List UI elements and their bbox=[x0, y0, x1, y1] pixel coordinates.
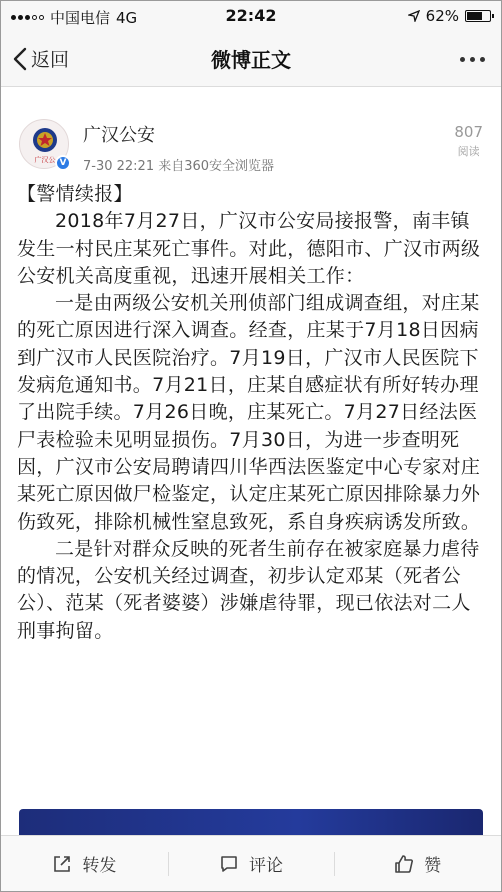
read-count-label: 阅读 bbox=[457, 145, 480, 158]
comment-icon bbox=[219, 854, 239, 874]
read-count bbox=[454, 123, 483, 159]
post-card bbox=[1, 105, 501, 835]
attached-image-preview[interactable] bbox=[19, 809, 483, 835]
network-type: 4G bbox=[116, 8, 138, 27]
post-paragraph: 二是针对群众反映的死者生前存在被家庭暴力虐待的情况，公安机关经过调查，初步认定邓某（死者公公）、范某（死者婆婆）涉嫌虐待罪，现已依法对二人刑事拘留。 bbox=[17, 537, 480, 642]
like-button[interactable] bbox=[334, 836, 501, 891]
comment-label: 评论 bbox=[249, 856, 283, 876]
status-right bbox=[408, 7, 491, 25]
status-time: 22:42 bbox=[225, 6, 277, 25]
battery-fill bbox=[467, 12, 482, 20]
back-label: 返回 bbox=[31, 49, 70, 71]
verified-badge: V bbox=[55, 155, 71, 171]
post-paragraph: 一是由两级公安机关刑侦部门组成调查组，对庄某的死亡原因进行深入调查。经查，庄某于7月18日因病到广汉市人民医院治疗。7月19日，广汉市人民医院下发病危通知书。7月21日，庄某自感症状有所好转办理了出院手续。7月26日晚，庄某死亡。7月27日经法医尸表检验未见明显损伤。7月30日，为进一步查明死因，广汉市公安局聘请四川华西法医鉴定中心专家对庄某死亡原因做尸检鉴定，认定庄某死亡原因排除暴力外伤致死，排除机械性窒息致死，系自身疾病诱发所致。 bbox=[17, 292, 481, 533]
carrier-name: 中国电信 bbox=[50, 9, 111, 27]
post-paragraph-heading: 【警情续报】 bbox=[17, 183, 133, 205]
repost-button[interactable] bbox=[1, 836, 168, 891]
read-count-number: 807 bbox=[454, 123, 483, 141]
repost-label: 转发 bbox=[82, 856, 117, 876]
avatar-caption: 广汉公 bbox=[34, 156, 56, 164]
post-body bbox=[17, 181, 489, 645]
post-meta: 7-30 22:21 来自360安全浏览器 bbox=[83, 159, 275, 174]
like-label: 赞 bbox=[424, 856, 442, 876]
author-name[interactable]: 广汉公安 bbox=[83, 125, 155, 146]
battery-icon bbox=[465, 10, 491, 22]
status-bar bbox=[1, 1, 501, 31]
battery-percent: 62% bbox=[425, 7, 459, 25]
more-options-icon[interactable] bbox=[460, 57, 485, 62]
nav-bar bbox=[1, 31, 501, 87]
page-title: 微博正文 bbox=[211, 48, 291, 72]
bottom-action-bar bbox=[1, 835, 501, 891]
thumbs-up-icon bbox=[394, 854, 414, 874]
location-arrow-icon bbox=[408, 10, 420, 22]
post-author bbox=[19, 115, 491, 177]
repost-icon bbox=[52, 854, 72, 874]
post-paragraph: 2018年7月27日，广汉市公安局接报警，南丰镇发生一村民庄某死亡事件。对此，德阳市、广汉市两级公安机关高度重视，迅速开展相关工作： bbox=[17, 210, 481, 287]
comment-button[interactable] bbox=[168, 836, 335, 891]
